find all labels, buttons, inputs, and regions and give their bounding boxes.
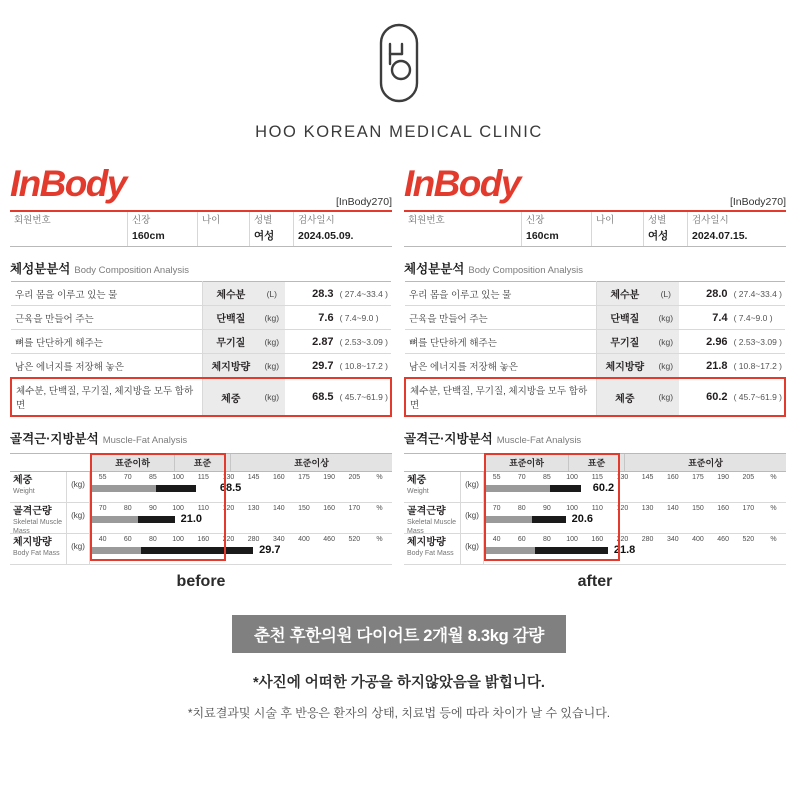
mf-label-ko: 체중 <box>13 475 33 486</box>
mf-tick: 120 <box>616 505 629 512</box>
bc-value: 7.6 <box>318 311 334 324</box>
mf-tick: 55 <box>98 474 107 481</box>
mf-tick: 160 <box>323 505 335 512</box>
id-field-sex-before <box>250 212 294 246</box>
mf-tick: 460 <box>717 536 729 543</box>
id-value: 여성 <box>254 230 275 242</box>
mf-tick: 80 <box>149 536 157 543</box>
bc-name: 체수분 <box>203 282 258 306</box>
bc-unit: (L) <box>258 282 285 306</box>
mf-value: 21.8 <box>613 544 636 556</box>
mf-tick: 100 <box>566 536 578 543</box>
bc-range: ( 45.7~61.9 ) <box>732 378 785 416</box>
mf-row-label <box>404 472 460 502</box>
mf-tick: % <box>376 505 383 512</box>
id-field-date-after <box>688 212 786 246</box>
mf-label-ko: 골격근량 <box>13 506 52 517</box>
panel-after <box>404 164 786 565</box>
mf-tick: 100 <box>172 505 184 512</box>
mf-label-en: Weight <box>13 488 35 495</box>
inbody-brand-row-before <box>10 164 392 210</box>
id-label: 나이 <box>202 215 221 226</box>
id-value: 160cm <box>526 230 559 242</box>
mf-tick: 145 <box>641 474 654 481</box>
report-panels <box>0 164 798 565</box>
clinic-name: HOO KOREAN MEDICAL CLINIC <box>255 123 543 141</box>
bc-name: 단백질 <box>597 306 652 330</box>
mf-label-ko: 체지방량 <box>13 537 52 548</box>
mf-unit: (kg) <box>66 503 90 533</box>
bc-desc: 체수분, 단백질, 무기질, 체지방을 모두 합하면 <box>405 378 597 416</box>
id-bar-after <box>404 212 786 247</box>
clinic-logo-block <box>0 0 798 142</box>
mf-tick: 150 <box>692 505 704 512</box>
mf-tick: 190 <box>323 474 335 481</box>
mf-tick: 190 <box>717 474 729 481</box>
bc-name: 무기질 <box>203 330 258 354</box>
mf-bar-gray-segment <box>90 516 138 523</box>
mf-tick: 175 <box>692 474 704 481</box>
mf-tick: 140 <box>666 505 679 512</box>
table-row <box>405 306 785 330</box>
mf-bar-dark-segment <box>532 516 565 523</box>
mf-tick: 85 <box>149 474 157 481</box>
mf-tick: 115 <box>591 474 603 481</box>
mf-tick: % <box>770 474 777 481</box>
bc-range: ( 27.4~33.4 ) <box>339 288 388 299</box>
mf-tick: % <box>376 474 383 481</box>
id-label: 성별 <box>254 215 273 226</box>
section-title-en: Body Composition Analysis <box>468 265 583 276</box>
mf-bar-dark-segment <box>141 547 253 554</box>
id-field-member-no-after <box>404 212 522 246</box>
mf-ticks <box>484 472 786 481</box>
mf-tick: 150 <box>298 505 310 512</box>
body-composition-table-after <box>404 281 786 417</box>
muscle-fat-chart-after <box>404 453 786 565</box>
bc-name: 체중 <box>203 378 258 416</box>
section-title-body-composition-before <box>10 259 392 277</box>
bc-range: ( 10.8~17.2 ) <box>733 360 782 371</box>
mf-tick: 160 <box>197 536 210 543</box>
mf-tick: 220 <box>222 536 235 543</box>
mf-tick: 400 <box>298 536 310 543</box>
mf-row-label <box>10 472 66 502</box>
table-row <box>11 330 391 354</box>
muscle-fat-chart-before <box>10 453 392 565</box>
mf-graph <box>484 472 786 502</box>
section-title-en: Muscle-Fat Analysis <box>496 435 582 446</box>
id-label: 회원번호 <box>408 215 445 226</box>
table-row <box>405 282 785 306</box>
mf-tick: 280 <box>247 536 260 543</box>
mf-tick: 80 <box>123 505 132 512</box>
bc-name: 체수분 <box>597 282 652 306</box>
id-label: 회원번호 <box>14 215 51 226</box>
bc-desc: 우리 몸을 이루고 있는 물 <box>15 289 118 301</box>
mf-value: 20.6 <box>571 513 593 525</box>
inbody-model-after: [InBody270] <box>729 196 786 208</box>
bc-desc: 남은 에너지를 저장해 놓은 <box>15 361 124 373</box>
mf-header-row <box>10 453 392 472</box>
mf-head-standard: 표준 <box>568 454 624 471</box>
bc-name: 체중 <box>597 378 652 416</box>
bc-desc: 체수분, 단백질, 무기질, 체지방을 모두 합하면 <box>11 378 203 416</box>
mf-label-en: Weight <box>407 488 429 495</box>
mf-head-blank <box>404 454 484 471</box>
mf-tick: 520 <box>348 536 361 543</box>
id-value: 2024.07.15. <box>692 230 748 242</box>
disclaimer-secondary: *치료결과및 시술 후 반응은 환자의 상태, 치료법 등에 따라 차이가 날 수 있습니다. <box>187 706 611 720</box>
inbody-logo-before: InBody <box>10 163 126 204</box>
mf-tick: 100 <box>566 505 578 512</box>
mf-bar <box>484 485 786 492</box>
mf-tick: 115 <box>197 474 209 481</box>
inbody-logo-after: InBody <box>404 163 520 204</box>
table-row-weight-highlight <box>405 378 785 416</box>
mf-graph <box>484 534 786 564</box>
mf-tick: 70 <box>98 505 107 512</box>
id-label: 성별 <box>648 215 667 226</box>
bc-range: ( 45.7~61.9 ) <box>338 378 391 416</box>
mf-unit: (kg) <box>66 472 90 502</box>
id-field-date-before <box>294 212 392 246</box>
table-row <box>11 306 391 330</box>
section-title-ko: 체성분분석 <box>10 262 71 276</box>
disclaimer-primary: *사진에 어떠한 가공을 하지않았음을 밝힙니다. <box>253 675 545 691</box>
bc-value: 7.4 <box>712 311 728 324</box>
bc-range: ( 2.53~3.09 ) <box>733 336 782 347</box>
caption-after: after <box>577 573 613 590</box>
mf-graph <box>90 534 392 564</box>
mf-tick: 100 <box>566 474 578 481</box>
mf-row-weight <box>10 472 392 503</box>
mf-label-ko: 체지방량 <box>407 537 446 548</box>
mf-tick: 130 <box>247 505 260 512</box>
mf-row-body-fat <box>404 534 786 565</box>
id-field-age-after <box>592 212 644 246</box>
mf-tick: 110 <box>591 505 603 512</box>
bc-desc: 근육을 만들어 주는 <box>409 313 488 325</box>
id-value: 160cm <box>132 230 165 242</box>
bc-desc: 우리 몸을 이루고 있는 물 <box>409 289 512 301</box>
bc-value: 68.5 <box>285 378 337 416</box>
mf-row-body-fat <box>10 534 392 565</box>
bc-desc: 뼈를 단단하게 해주는 <box>15 337 103 349</box>
table-row <box>11 282 391 306</box>
mf-graph <box>484 503 786 533</box>
mf-tick: 40 <box>492 536 501 543</box>
mf-bar-gray-segment <box>90 485 156 492</box>
table-row <box>405 354 785 379</box>
mf-ticks <box>484 503 786 512</box>
table-row <box>405 330 785 354</box>
bc-unit: (kg) <box>652 330 679 354</box>
mf-value: 21.0 <box>180 513 203 525</box>
mf-tick: 90 <box>149 505 157 512</box>
mf-tick: 40 <box>98 536 107 543</box>
bc-name: 무기질 <box>597 330 652 354</box>
mf-head-standard: 표준 <box>174 454 230 471</box>
mf-label-en: Body Fat Mass <box>407 550 454 557</box>
mf-bar <box>484 516 786 523</box>
mf-label-en: Skeletal Muscle Mass <box>13 519 63 535</box>
bc-desc: 근육을 만들어 주는 <box>15 313 94 325</box>
mf-tick: 130 <box>641 505 654 512</box>
mf-value: 60.2 <box>592 482 615 494</box>
id-field-member-no-before <box>10 212 128 246</box>
mf-unit: (kg) <box>460 534 484 564</box>
id-value: 여성 <box>648 230 669 242</box>
mf-tick: 85 <box>543 474 551 481</box>
section-title-en: Body Composition Analysis <box>74 265 189 276</box>
bc-desc: 뼈를 단단하게 해주는 <box>409 337 497 349</box>
bottom-notes <box>0 615 798 721</box>
mf-row-label <box>10 534 66 564</box>
bc-value: 28.0 <box>706 287 728 300</box>
bc-unit: (kg) <box>652 354 679 379</box>
mf-tick: 100 <box>172 536 184 543</box>
mf-tick: 145 <box>247 474 260 481</box>
table-row-weight-highlight <box>11 378 391 416</box>
bc-unit: (kg) <box>258 378 285 416</box>
bc-unit: (kg) <box>652 378 679 416</box>
mf-bar-dark-segment <box>156 485 195 492</box>
inbody-brand-row-after <box>404 164 786 210</box>
mf-row-label <box>404 503 460 533</box>
mf-tick: 205 <box>742 474 755 481</box>
mf-head-blank <box>10 454 90 471</box>
mf-tick: % <box>770 536 777 543</box>
mf-tick: 400 <box>692 536 704 543</box>
mf-tick: 280 <box>641 536 654 543</box>
mf-head-below-standard: 표준이하 <box>90 454 174 471</box>
bc-desc: 남은 에너지를 저장해 놓은 <box>409 361 518 373</box>
section-title-muscle-fat-before <box>10 429 392 447</box>
bc-range: ( 2.53~3.09 ) <box>339 336 388 347</box>
mf-tick: 130 <box>616 474 629 481</box>
mf-tick: 55 <box>492 474 501 481</box>
mf-bar-gray-segment <box>484 516 532 523</box>
mf-tick: 170 <box>348 505 361 512</box>
mf-ticks <box>484 534 786 543</box>
bc-value: 21.8 <box>706 359 728 372</box>
mf-tick: % <box>770 505 777 512</box>
mf-tick: 460 <box>323 536 335 543</box>
mf-bar-dark-segment <box>535 547 607 554</box>
mf-tick: 130 <box>222 474 235 481</box>
mf-header-row <box>404 453 786 472</box>
mf-tick: 205 <box>348 474 361 481</box>
bc-unit: (kg) <box>258 354 285 379</box>
mf-tick: 170 <box>742 505 755 512</box>
id-field-height-before <box>128 212 198 246</box>
bc-value: 2.96 <box>706 335 728 348</box>
bc-value: 2.87 <box>312 335 334 348</box>
mf-row-weight <box>404 472 786 503</box>
bc-unit: (kg) <box>652 306 679 330</box>
mf-head-above-standard: 표준이상 <box>230 454 392 471</box>
bc-unit: (kg) <box>258 330 285 354</box>
id-label: 검사일시 <box>298 215 335 226</box>
mf-label-ko: 골격근량 <box>407 506 446 517</box>
section-title-ko: 골격근·지방분석 <box>10 432 99 446</box>
inbody-model-before: [InBody270] <box>335 196 392 208</box>
mf-tick: 120 <box>222 505 235 512</box>
bc-value: 28.3 <box>312 287 334 300</box>
bc-value: 29.7 <box>312 359 334 372</box>
mf-value: 29.7 <box>259 544 281 556</box>
before-after-captions <box>0 573 798 591</box>
mf-tick: 340 <box>272 536 285 543</box>
mf-row-label <box>10 503 66 533</box>
mf-tick: 110 <box>197 505 209 512</box>
mf-tick: 220 <box>616 536 629 543</box>
mf-tick: 80 <box>517 505 526 512</box>
capsule-logo-icon <box>368 22 430 109</box>
id-label: 신장 <box>526 215 545 226</box>
section-title-body-composition-after <box>404 259 786 277</box>
mf-label-ko: 체중 <box>407 475 427 486</box>
id-field-sex-after <box>644 212 688 246</box>
mf-bar-dark-segment <box>138 516 174 523</box>
section-title-en: Muscle-Fat Analysis <box>102 435 188 446</box>
mf-tick: 160 <box>666 474 679 481</box>
id-value: 2024.05.09. <box>298 230 354 242</box>
mf-ticks <box>90 503 392 512</box>
id-bar-before <box>10 212 392 247</box>
bc-range: ( 27.4~33.4 ) <box>733 288 782 299</box>
mf-row-label <box>404 534 460 564</box>
mf-ticks <box>90 534 392 543</box>
caption-before: before <box>176 573 226 590</box>
id-label: 검사일시 <box>692 215 729 226</box>
section-title-ko: 골격근·지방분석 <box>404 432 493 446</box>
id-field-age-before <box>198 212 250 246</box>
mf-row-skeletal-muscle <box>404 503 786 534</box>
bc-name: 체지방량 <box>597 354 652 379</box>
mf-bar <box>90 547 392 554</box>
mf-tick: 70 <box>492 505 501 512</box>
mf-tick: 160 <box>591 536 604 543</box>
section-title-ko: 체성분분석 <box>404 262 465 276</box>
bc-range: ( 10.8~17.2 ) <box>339 360 388 371</box>
bc-name: 체지방량 <box>203 354 258 379</box>
mf-tick: 80 <box>543 536 551 543</box>
mf-tick: 340 <box>666 536 679 543</box>
mf-tick: % <box>376 536 383 543</box>
mf-tick: 90 <box>543 505 551 512</box>
mf-tick: 70 <box>123 474 132 481</box>
mf-unit: (kg) <box>460 472 484 502</box>
section-title-muscle-fat-after <box>404 429 786 447</box>
mf-bar-dark-segment <box>550 485 580 492</box>
result-banner: 춘천 후한의원 다이어트 2개월 8.3kg 감량 <box>232 615 566 653</box>
body-composition-table-before <box>10 281 392 417</box>
bc-range: ( 7.4~9.0 ) <box>733 312 773 323</box>
bc-range: ( 7.4~9.0 ) <box>339 312 379 323</box>
mf-tick: 175 <box>298 474 310 481</box>
mf-head-above-standard: 표준이상 <box>624 454 786 471</box>
bc-unit: (kg) <box>258 306 285 330</box>
mf-value: 68.5 <box>219 482 242 494</box>
mf-unit: (kg) <box>66 534 90 564</box>
mf-unit: (kg) <box>460 503 484 533</box>
mf-tick: 100 <box>172 474 184 481</box>
mf-label-en: Skeletal Muscle Mass <box>407 519 457 535</box>
bc-unit: (L) <box>652 282 679 306</box>
bc-value: 60.2 <box>679 378 731 416</box>
mf-bar-gray-segment <box>90 547 141 554</box>
mf-bar-gray-segment <box>484 485 550 492</box>
mf-head-below-standard: 표준이하 <box>484 454 568 471</box>
id-field-height-after <box>522 212 592 246</box>
bc-name: 단백질 <box>203 306 258 330</box>
mf-label-en: Body Fat Mass <box>13 550 60 557</box>
mf-graph <box>90 472 392 502</box>
mf-bar-gray-segment <box>484 547 535 554</box>
id-label: 신장 <box>132 215 151 226</box>
mf-tick: 60 <box>517 536 526 543</box>
mf-ticks <box>90 472 392 481</box>
panel-before <box>10 164 392 565</box>
id-label: 나이 <box>596 215 615 226</box>
mf-tick: 160 <box>717 505 729 512</box>
mf-tick: 70 <box>517 474 526 481</box>
mf-tick: 140 <box>272 505 285 512</box>
mf-tick: 520 <box>742 536 755 543</box>
mf-tick: 60 <box>123 536 132 543</box>
table-row <box>11 354 391 379</box>
mf-row-skeletal-muscle <box>10 503 392 534</box>
mf-bar <box>90 516 392 523</box>
mf-tick: 160 <box>272 474 285 481</box>
mf-graph <box>90 503 392 533</box>
